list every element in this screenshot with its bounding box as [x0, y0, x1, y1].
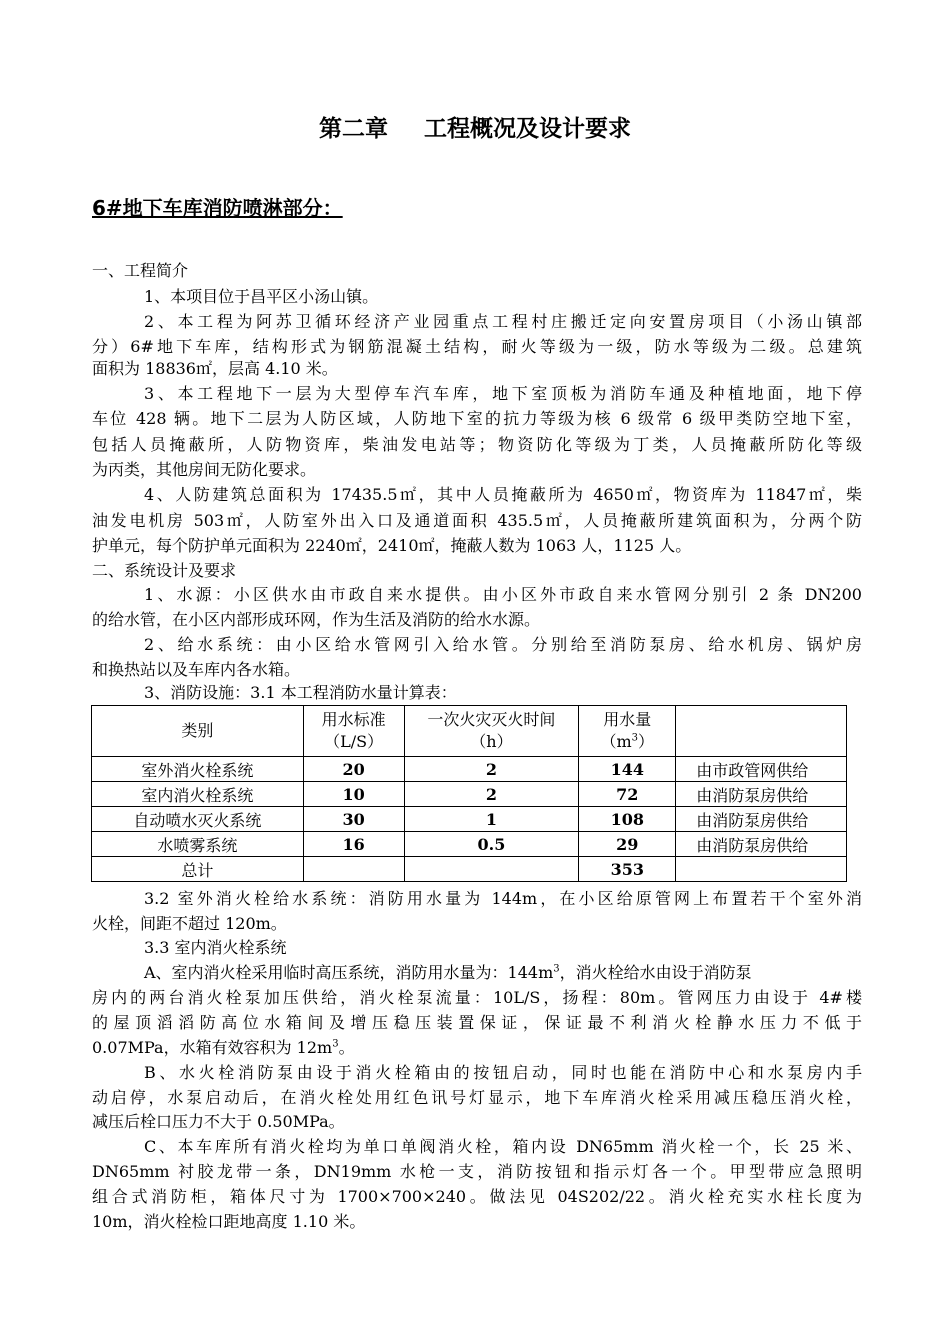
cell-volume: 108 [579, 807, 676, 832]
paragraph-line: 1、本项目位于昌平区小汤山镇。 [144, 287, 379, 306]
paragraph-line: 为丙类，其他房间无防化要求。 [92, 460, 317, 479]
cell-standard: 30 [303, 807, 404, 832]
paragraph-line: 护单元，每个防护单元面积为 2240㎡，2410㎡，掩蔽人数为 1063 人，1125 人。 [92, 536, 692, 555]
paragraph-line: 房内的两台消火栓泵加压供给，消火栓泵流量：10L/S，扬程：80m。管网压力由设于 4#楼 [92, 988, 862, 1007]
paragraph-line: 油发电机房 503㎡，人防室外出入口及通道面积 435.5㎡，人员掩蔽所建筑面积为，分两个防 [92, 511, 862, 530]
table-row [92, 782, 847, 807]
table-total-row [92, 857, 847, 882]
table-header-row [92, 706, 847, 757]
cell-duration: 2 [404, 757, 579, 782]
paragraph-line: 分）6#地下车库，结构形式为钢筋混凝土结构，耐火等级为一级，防水等级为二级。总建筑 [92, 337, 862, 356]
cell-supply: 由消防泵房供给 [676, 807, 847, 832]
table-caption: 3、消防设施：3.1 本工程消防水量计算表： [144, 683, 457, 702]
paragraph-line: 减压后栓口压力不大于 0.50MPa。 [92, 1112, 345, 1131]
cell-name: 室内消火栓系统 [92, 782, 304, 807]
paragraph-line: 的给水管，在小区内部形成环网，作为生活及消防的给水水源。 [92, 610, 541, 629]
paragraph-line: 包括人员掩蔽所，人防物资库，柴油发电站等；物资防化等级为丁类，人员掩蔽所防化等级 [92, 435, 862, 454]
chapter-name: 工程概况及设计要求 [424, 116, 631, 142]
heading-system-design: 二、系统设计及要求 [92, 561, 237, 580]
paragraph-line: 车位 428 辆。地下二层为人防区域，人防地下室的抗力等级为核 6 级常 6 级甲类防空地下室， [92, 409, 862, 428]
paragraph-line: 面积为 18836㎡，层高 4.10 米。 [92, 359, 338, 378]
paragraph-line: 和换热站以及车库内各水箱。 [92, 660, 301, 679]
cell-supply: 由消防泵房供给 [676, 832, 847, 857]
cell-duration: 2 [404, 782, 579, 807]
section-subtitle: 6#地下车库消防喷淋部分： [92, 196, 343, 220]
fire-water-table [91, 705, 847, 882]
header-volume: 用水量 $(m^3)$ [579, 706, 676, 757]
paragraph-line: 火栓，间距不超过 120m。 [92, 914, 287, 933]
cell-standard: 10 [303, 782, 404, 807]
chapter-number: 第二章 [319, 116, 388, 142]
paragraph-line: 动启停，水泵启动后，在消火栓处用红色讯号灯显示，地下车库消火栓采用减压稳压消火栓， [92, 1088, 862, 1107]
paragraph-line: C、本车库所有消火栓均为单口单阀消火栓，箱内设 DN65mm 消火栓一个，长 25 米、 [144, 1137, 862, 1156]
cell-standard: 20 [303, 757, 404, 782]
heading-project-intro: 一、工程简介 [92, 261, 189, 280]
cell-total-volume: 353 [579, 857, 676, 882]
paragraph-line: 10m，消火栓检口距地高度 1.10 米。 [92, 1212, 366, 1231]
paragraph-line: B、水火栓消防泵由设于消火栓箱由的按钮启动，同时也能在消防中心和水泵房内手 [144, 1063, 862, 1082]
header-standard: 用水标准 （L/S） [303, 706, 404, 757]
paragraph-line: 0.07MPa，水箱有效容积为 $12m^3$。 [92, 1038, 355, 1057]
header-duration: 一次火灾灭火时间 （h） [404, 706, 579, 757]
paragraph-line: 1、水源：小区供水由市政自来水提供。由小区外市政自来水管网分别引 2 条 DN200 [144, 585, 862, 604]
header-category: 类别 [92, 706, 304, 757]
cell-name: 水喷雾系统 [92, 832, 304, 857]
cell-total-label: 总计 [92, 857, 304, 882]
chapter-title [0, 110, 950, 143]
table-row [92, 832, 847, 857]
table-row [92, 757, 847, 782]
cell-duration: 1 [404, 807, 579, 832]
subheading-indoor-hydrant: 3.3 室内消火栓系统 [144, 938, 287, 957]
paragraph-line: DN65mm 衬胶龙带一条，DN19mm 水枪一支，消防按钮和指示灯各一个。甲型带应急照明 [92, 1162, 862, 1181]
cell-volume: 29 [579, 832, 676, 857]
paragraph-line: 的屋顶滔滔防高位水箱间及增压稳压装置保证，保证最不利消火栓静水压力不低于 [92, 1013, 862, 1032]
cell-volume: 144 [579, 757, 676, 782]
paragraph-line: A、室内消火栓采用临时高压系统，消防用水量为：$144m^3$，消火栓给水由设于消防泵 [144, 963, 752, 982]
paragraph-line: 组合式消防柜，箱体尺寸为 1700×700×240。做法见 04S202/22。消火栓充实水柱长度为 [92, 1187, 862, 1206]
table-row [92, 807, 847, 832]
cell-supply: 由市政管网供给 [676, 757, 847, 782]
paragraph-line: 3、本工程地下一层为大型停车汽车库，地下室顶板为消防车通及种植地面，地下停 [144, 384, 862, 403]
paragraph-line: 4、人防建筑总面积为 17435.5㎡，其中人员掩蔽所为 4650㎡，物资库为 11847㎡，柴 [144, 485, 862, 504]
cell-name: 室外消火栓系统 [92, 757, 304, 782]
cell-volume: 72 [579, 782, 676, 807]
cell-standard: 16 [303, 832, 404, 857]
cell-name: 自动喷水灭火系统 [92, 807, 304, 832]
paragraph-line: 3.2 室外消火栓给水系统：消防用水量为 144m，在小区给原管网上布置若干个室外消 [144, 889, 862, 908]
paragraph-line: 2、本工程为阿苏卫循环经济产业园重点工程村庄搬迁定向安置房项目（小汤山镇部 [144, 312, 862, 331]
cell-supply: 由消防泵房供给 [676, 782, 847, 807]
cell-duration: 0.5 [404, 832, 579, 857]
header-supply [676, 706, 847, 757]
paragraph-line: 2、给水系统：由小区给水管网引入给水管。分别给至消防泵房、给水机房、锅炉房 [144, 635, 862, 654]
